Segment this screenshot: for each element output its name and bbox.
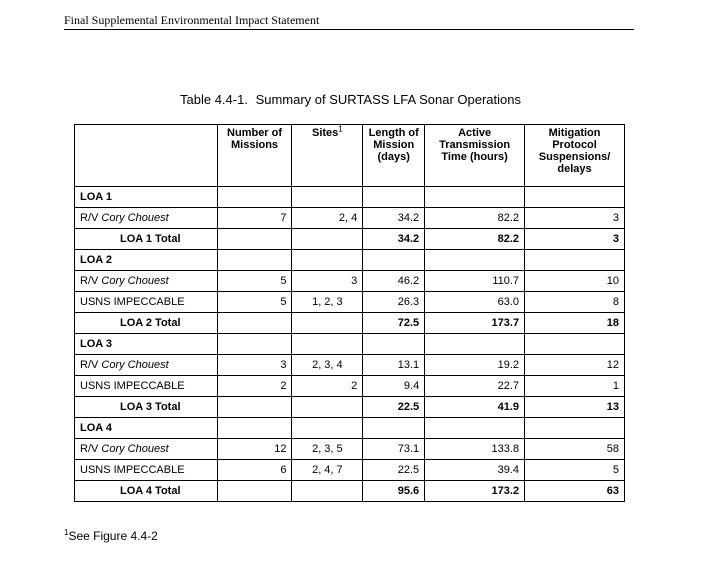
- total-row-loa-4: [75, 481, 625, 502]
- empty-cell: [363, 418, 425, 439]
- empty-cell: [217, 418, 292, 439]
- group-row-loa-1: [75, 187, 625, 208]
- total-mitigation-cell: 18: [525, 313, 625, 334]
- vessel-cell: [75, 355, 218, 376]
- group-label: LOA 4: [75, 418, 218, 439]
- table-row: [75, 376, 625, 397]
- active-time-cell: 133.8: [425, 439, 525, 460]
- sites-cell: 1, 2, 3: [292, 292, 363, 313]
- active-time-cell: 110.7: [425, 271, 525, 292]
- sites-cell: 2: [292, 376, 363, 397]
- length-cell: 26.3: [363, 292, 425, 313]
- length-cell: 9.4: [363, 376, 425, 397]
- mitigation-cell: 8: [525, 292, 625, 313]
- empty-cell: [217, 187, 292, 208]
- header-active-time: Active Transmission Time (hours): [425, 125, 525, 187]
- length-cell: 22.5: [363, 460, 425, 481]
- empty-cell: [363, 187, 425, 208]
- sites-cell: 2, 4, 7: [292, 460, 363, 481]
- mitigation-cell: 1: [525, 376, 625, 397]
- length-cell: 34.2: [363, 208, 425, 229]
- length-cell: 73.1: [363, 439, 425, 460]
- missions-cell: 3: [217, 355, 292, 376]
- sites-cell: 2, 3, 5: [292, 439, 363, 460]
- empty-cell: [217, 481, 292, 502]
- missions-cell: 7: [217, 208, 292, 229]
- empty-cell: [292, 187, 363, 208]
- empty-cell: [292, 418, 363, 439]
- total-row-loa-2: [75, 313, 625, 334]
- total-length-cell: 22.5: [363, 397, 425, 418]
- vessel-cell: [75, 208, 218, 229]
- vessel-name: Cory Chouest: [101, 443, 169, 455]
- empty-cell: [525, 187, 625, 208]
- empty-cell: [525, 250, 625, 271]
- operations-table: [74, 124, 625, 502]
- vessel-prefix: USNS IMPECCABLE: [80, 380, 185, 392]
- vessel-name: Cory Chouest: [101, 275, 169, 287]
- vessel-name: Cory Chouest: [101, 212, 169, 224]
- vessel-prefix: R/V: [80, 359, 99, 371]
- empty-cell: [292, 250, 363, 271]
- vessel-prefix: USNS IMPECCABLE: [80, 464, 185, 476]
- empty-cell: [292, 397, 363, 418]
- vessel-cell: [75, 460, 218, 481]
- header-blank-cell: [75, 125, 218, 187]
- group-row-loa-3: [75, 334, 625, 355]
- header-length: Length of Mission (days): [363, 125, 425, 187]
- total-label: LOA 2 Total: [75, 313, 218, 334]
- empty-cell: [217, 250, 292, 271]
- vessel-prefix: R/V: [80, 275, 99, 287]
- vessel-prefix: R/V: [80, 443, 99, 455]
- header-sites: [292, 125, 363, 187]
- total-length-cell: 95.6: [363, 481, 425, 502]
- total-length-cell: 34.2: [363, 229, 425, 250]
- empty-cell: [292, 334, 363, 355]
- vessel-prefix: R/V: [80, 212, 99, 224]
- total-mitigation-cell: 63: [525, 481, 625, 502]
- empty-cell: [217, 313, 292, 334]
- vessel-cell: [75, 376, 218, 397]
- footnote: [64, 529, 158, 543]
- total-mitigation-cell: 3: [525, 229, 625, 250]
- total-label: LOA 3 Total: [75, 397, 218, 418]
- mitigation-cell: 12: [525, 355, 625, 376]
- sites-cell: 2, 3, 4: [292, 355, 363, 376]
- active-time-cell: 39.4: [425, 460, 525, 481]
- footnote-text: See Figure 4.4-2: [68, 529, 158, 543]
- sites-cell: 3: [292, 271, 363, 292]
- table-row: [75, 355, 625, 376]
- empty-cell: [425, 250, 525, 271]
- mitigation-cell: 10: [525, 271, 625, 292]
- total-row-loa-1: [75, 229, 625, 250]
- group-label: LOA 3: [75, 334, 218, 355]
- vessel-name: Cory Chouest: [101, 359, 169, 371]
- empty-cell: [217, 334, 292, 355]
- vessel-prefix: USNS IMPECCABLE: [80, 296, 185, 308]
- header-row: [75, 125, 625, 187]
- empty-cell: [292, 313, 363, 334]
- group-label: LOA 1: [75, 187, 218, 208]
- total-mitigation-cell: 13: [525, 397, 625, 418]
- sites-cell: 2, 4: [292, 208, 363, 229]
- missions-cell: 5: [217, 292, 292, 313]
- header-sites-label: Sites: [311, 127, 339, 139]
- total-label: LOA 4 Total: [75, 481, 218, 502]
- total-active-time-cell: 82.2: [425, 229, 525, 250]
- length-cell: 13.1: [363, 355, 425, 376]
- total-label: LOA 1 Total: [75, 229, 218, 250]
- total-active-time-cell: 173.2: [425, 481, 525, 502]
- empty-cell: [525, 334, 625, 355]
- empty-cell: [363, 250, 425, 271]
- table-row: [75, 208, 625, 229]
- empty-cell: [425, 334, 525, 355]
- mitigation-cell: 3: [525, 208, 625, 229]
- length-cell: 46.2: [363, 271, 425, 292]
- table-number: Table 4.4-1.: [180, 92, 248, 107]
- header-missions: Number of Missions: [217, 125, 292, 187]
- empty-cell: [363, 334, 425, 355]
- group-row-loa-2: [75, 250, 625, 271]
- active-time-cell: 82.2: [425, 208, 525, 229]
- empty-cell: [292, 481, 363, 502]
- total-active-time-cell: 173.7: [425, 313, 525, 334]
- group-row-loa-4: [75, 418, 625, 439]
- empty-cell: [217, 397, 292, 418]
- empty-cell: [217, 229, 292, 250]
- total-row-loa-3: [75, 397, 625, 418]
- table-caption: [0, 92, 701, 108]
- empty-cell: [425, 187, 525, 208]
- empty-cell: [425, 418, 525, 439]
- active-time-cell: 22.7: [425, 376, 525, 397]
- table-row: [75, 271, 625, 292]
- table-title: Summary of SURTASS LFA Sonar Operations: [255, 92, 521, 107]
- total-length-cell: 72.5: [363, 313, 425, 334]
- active-time-cell: 19.2: [425, 355, 525, 376]
- missions-cell: 5: [217, 271, 292, 292]
- empty-cell: [292, 229, 363, 250]
- table-row: [75, 292, 625, 313]
- vessel-cell: [75, 439, 218, 460]
- missions-cell: 6: [217, 460, 292, 481]
- header-sites-footnote-marker: 1: [338, 124, 343, 134]
- missions-cell: 2: [217, 376, 292, 397]
- mitigation-cell: 58: [525, 439, 625, 460]
- active-time-cell: 63.0: [425, 292, 525, 313]
- table-row: [75, 460, 625, 481]
- missions-cell: 12: [217, 439, 292, 460]
- vessel-cell: [75, 271, 218, 292]
- header-mitigation: Mitigation Protocol Suspensions/ delays: [525, 125, 625, 187]
- group-label: LOA 2: [75, 250, 218, 271]
- table-row: [75, 439, 625, 460]
- total-active-time-cell: 41.9: [425, 397, 525, 418]
- page-header: Final Supplemental Environmental Impact Statement: [64, 13, 634, 30]
- footnote-marker: 1: [64, 528, 69, 537]
- mitigation-cell: 5: [525, 460, 625, 481]
- vessel-cell: [75, 292, 218, 313]
- empty-cell: [525, 418, 625, 439]
